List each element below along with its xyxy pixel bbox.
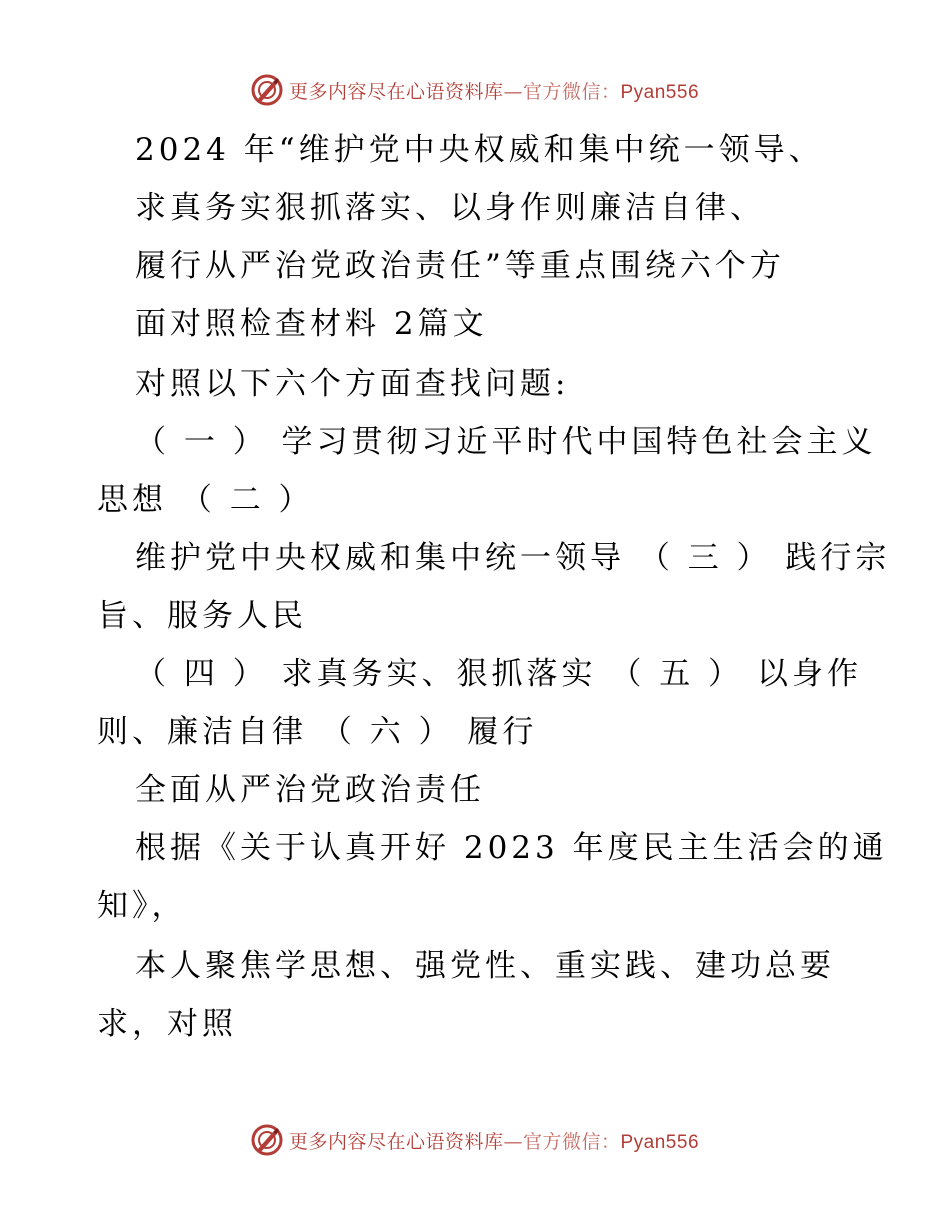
doc-line-2: 求真务实狠抓落实、以身作则廉洁自律、 bbox=[135, 190, 765, 226]
pen-logo-icon bbox=[251, 74, 283, 106]
watermark-text bbox=[289, 77, 699, 104]
doc-line-4: 面对照检查材料 2篇文 bbox=[135, 306, 488, 342]
footer-watermark bbox=[0, 1120, 950, 1160]
doc-line-13: 根据《关于认真开好 2023 年度民主生活会的通 bbox=[135, 830, 888, 866]
doc-line-16: 求，对照 bbox=[97, 1006, 237, 1042]
doc-line-7: 思想 （ 二 ） bbox=[97, 482, 314, 518]
watermark-dash: —官方微信： bbox=[503, 80, 621, 103]
watermark-text bbox=[289, 1127, 699, 1154]
doc-line-6: （ 一 ） 学习贯彻习近平时代中国特色社会主义 bbox=[135, 424, 877, 460]
doc-line-3: 履行从严治党政治责任”等重点围绕六个方 bbox=[135, 248, 785, 284]
pen-logo-icon bbox=[251, 1124, 283, 1156]
doc-line-9: 旨、服务人民 bbox=[97, 598, 307, 634]
watermark-dash: —官方微信： bbox=[503, 1130, 621, 1153]
doc-line-5: 对照以下六个方面查找问题: bbox=[135, 366, 570, 402]
doc-line-8: 维护党中央权威和集中统一领导 （ 三 ） 践行宗 bbox=[135, 540, 891, 576]
doc-line-11: 则、廉洁自律 （ 六 ） 履行 bbox=[97, 714, 538, 750]
doc-line-1: 2024 年“维护党中央权威和集中统一领导、 bbox=[135, 132, 824, 168]
watermark-main: 更多内容尽在心语资料库 bbox=[288, 80, 504, 103]
doc-line-14: 知》， bbox=[97, 888, 187, 924]
watermark-id: Pyan556 bbox=[620, 1131, 700, 1153]
doc-line-15: 本人聚焦学思想、强党性、重实践、建功总要 bbox=[135, 948, 835, 984]
watermark-id: Pyan556 bbox=[620, 81, 700, 103]
doc-line-12: 全面从严治党政治责任 bbox=[135, 772, 485, 808]
header-watermark bbox=[0, 70, 950, 110]
doc-line-10: （ 四 ） 求真务实、狠抓落实 （ 五 ） 以身作 bbox=[135, 656, 862, 692]
watermark-main: 更多内容尽在心语资料库 bbox=[288, 1130, 504, 1153]
